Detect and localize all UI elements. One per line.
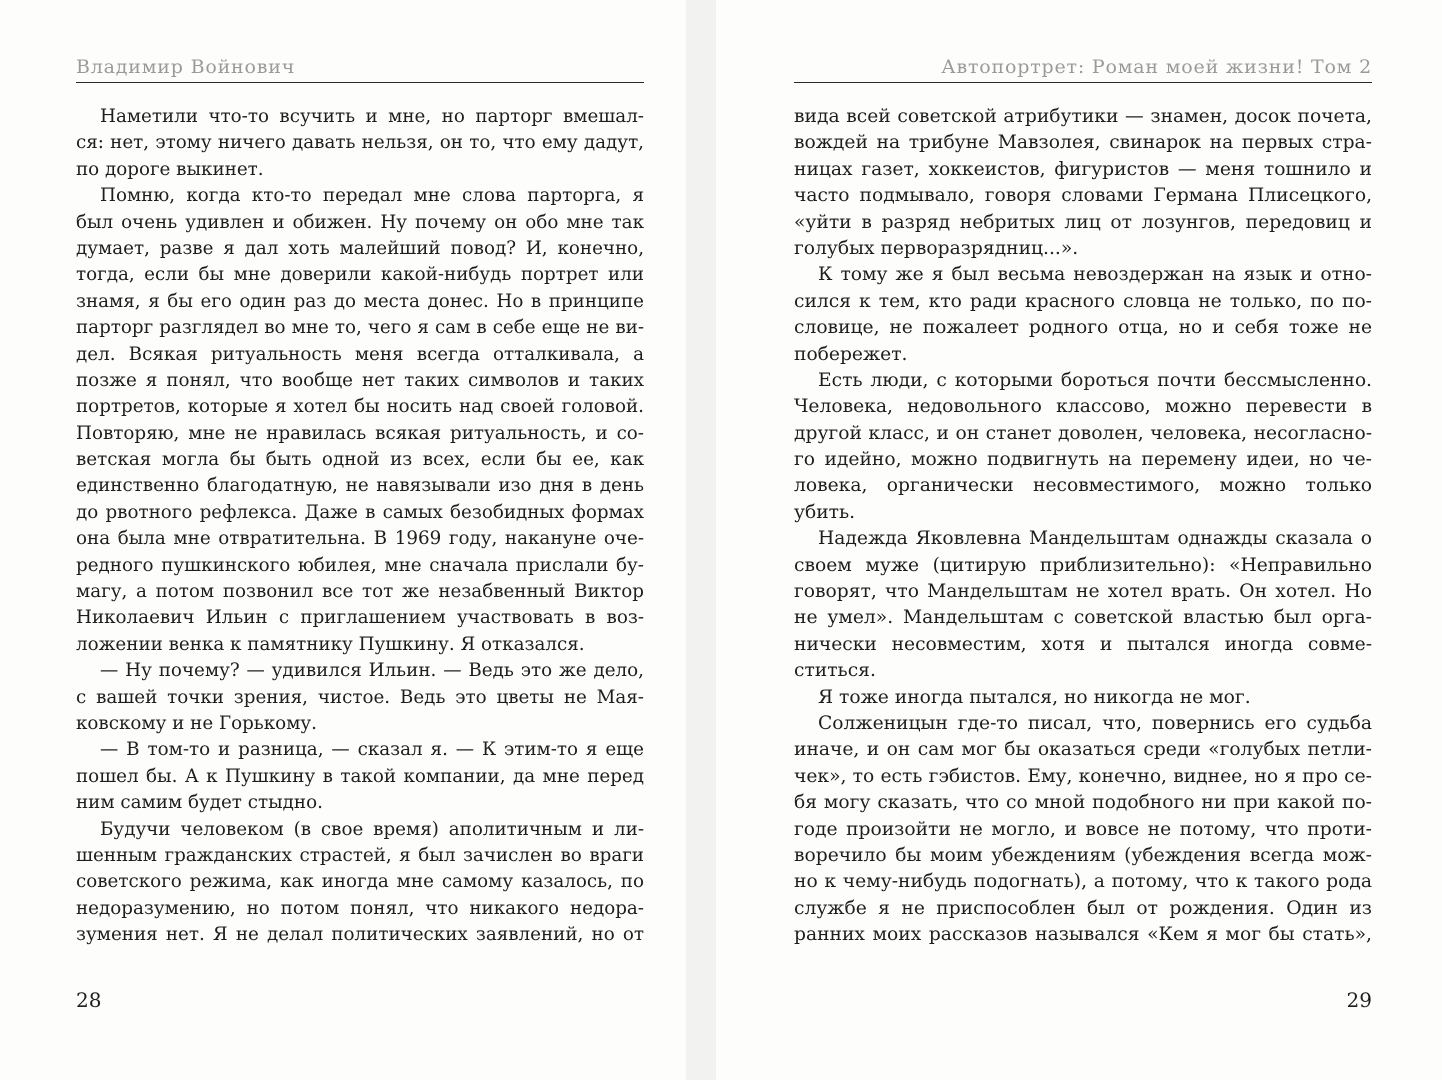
text-line: вида всей советской атрибутики — знамен, досок почета, [794, 106, 1372, 127]
text-line: портретов, которые я хотел бы носить над своей головой. [76, 396, 644, 418]
text-line: ницах газет, хоккеистов, фигуристов — меня тошнило и [794, 158, 1372, 180]
text-line: зумения нет. Я не делал политических заявлений, но от [76, 924, 644, 946]
text-line: вождей на трибуне Мавзолея, свинарок на первых стра- [794, 132, 1372, 154]
left-page [0, 0, 686, 1080]
text-line: был очень удивлен и обижен. Ну почему он обо мне так [76, 211, 644, 233]
text-line: другой класс, и он станет доволен, человека, несогласно- [794, 422, 1372, 444]
text-line: часто подмывало, говоря словами Германа Плисецкого, [794, 185, 1372, 207]
text-line: ститься. [794, 660, 876, 682]
text-line: Помню, когда кто-то передал мне слова парторга, я [100, 185, 644, 207]
text-line: магу, а потом позвонил все тот же незабвенный Виктор [76, 581, 644, 603]
text-line: К тому же я был весьма невоздержан на язык и отно- [818, 264, 1372, 286]
text-line: — Ну почему? — удивился Ильин. — Ведь это же дело, [100, 660, 644, 682]
text-line: думает, разве я дал хоть малейший повод? И, конечно, [76, 237, 644, 259]
text-line: парторг разглядел во мне то, чего я сам в себе еще не ви- [76, 317, 644, 339]
text-line: Солженицын где-то писал, что, повернись его судьба [818, 712, 1372, 734]
text-line: словице, не пожалеет родного отца, но и себя тоже не [794, 317, 1372, 339]
text-line: по дороге выкинет. [76, 158, 264, 180]
running-header-author: Владимир Войнович [76, 56, 296, 78]
text-line: голубых перворазрядниц...». [794, 237, 1079, 259]
page-number: 29 [1346, 988, 1372, 1012]
text-line: пошел бы. А к Пушкину в такой компании, да мне перед [76, 765, 644, 787]
text-line: ветская могла бы быть одной из всех, если бы ее, как [76, 449, 644, 471]
text-line: Человека, недовольного классово, можно перевести в [794, 396, 1372, 418]
text-line: советского режима, как иногда мне самому казалось, по [76, 871, 644, 893]
text-line: Будучи человеком (в свое время) аполитичным и ли- [100, 818, 644, 840]
text-line: позже я понял, что вообще нет таких символов и таких [76, 369, 644, 391]
text-line: но к чему-нибудь подогнать), а потому, что к такого рода [794, 871, 1372, 893]
text-line: своем муже (цитирую приблизительно): «Неправильно [794, 554, 1372, 576]
text-line: знамя, я бы его один раз до места донес. Но в принципе [76, 290, 644, 312]
text-line: редного пушкинского юбилея, мне сначала прислали бу- [76, 554, 644, 576]
text-line: говорят, что Мандельштам не хотел врать. Он хотел. Но [794, 581, 1372, 603]
book-gutter [686, 0, 716, 1080]
text-line: Повторяю, мне не нравилась всякая ритуальность, и со- [76, 422, 644, 444]
text-line: ним самим будет стыдно. [76, 792, 323, 814]
header-rule [794, 82, 1372, 83]
text-line: шенным гражданских страстей, я был зачислен во враги [76, 844, 644, 866]
text-line: Наметили что-то всучить и мне, но парторг вмешал- [100, 106, 644, 127]
header-rule [76, 82, 644, 83]
text-line: нически несовместим, хотя и пытался иногда совме- [794, 633, 1372, 655]
text-line: ранних моих рассказов назывался «Кем я мог бы стать», [794, 924, 1372, 946]
right-page [716, 0, 1442, 1080]
text-line: с вашей точки зрения, чистое. Ведь это цветы не Мая- [76, 686, 644, 708]
text-line: тогда, если бы мне доверили какой-нибудь портрет или [76, 264, 644, 286]
text-line: Есть люди, с которыми бороться почти бессмысленно. [818, 369, 1372, 391]
text-line: до рвотного рефлекса. Даже в самых безобидных формах [76, 501, 644, 523]
text-line: побережет. [794, 343, 908, 365]
text-line: она была мне отвратительна. В 1969 году, накануне оче- [76, 528, 644, 550]
running-header-title: Автопортрет: Роман моей жизни! Том 2 [941, 56, 1372, 78]
text-line: единственно благодатную, не навязывали изо дня в день [76, 475, 644, 497]
text-line: сился к тем, кто ради красного словца не только, по по- [794, 290, 1372, 312]
text-line: Я тоже иногда пытался, но никогда не мог. [818, 686, 1251, 708]
text-line: иначе, и он сам мог бы оказаться среди «голубых петли- [794, 739, 1372, 761]
text-line: не умел». Мандельштам с советской властью был орга- [794, 607, 1372, 629]
text-line: недоразумению, но потом понял, что никакого недора- [76, 897, 644, 919]
body-text [794, 104, 1372, 949]
text-line: Николаевич Ильин с приглашением участвовать в воз- [76, 607, 644, 629]
text-line: — В том-то и разница, — сказал я. — К этим-то я еще [100, 739, 644, 761]
text-line: чек», то есть гэбистов. Ему, конечно, виднее, но я про се- [794, 765, 1372, 787]
body-text [76, 104, 644, 949]
text-line: ложении венка к памятнику Пушкину. Я отказался. [76, 633, 585, 655]
text-line: го идейно, можно подвигнуть на перемену идеи, но че- [794, 449, 1372, 471]
text-line: ся: нет, этому ничего давать нельзя, он то, что ему дадут, [76, 132, 644, 154]
text-line: Надежда Яковлевна Мандельштам однажды сказала о [818, 528, 1372, 550]
text-line: ковскому и не Горькому. [76, 712, 317, 734]
page-number: 28 [76, 988, 102, 1012]
text-line: службе я не приспособлен был от рождения. Один из [794, 897, 1372, 919]
text-line: воречило бы моим убеждениям (убеждения всегда мож- [794, 844, 1372, 866]
text-line: бя могу сказать, что со мной подобного ни при какой по- [794, 792, 1372, 814]
text-line: убить. [794, 501, 856, 523]
text-line: «уйти в разряд небритых лиц от лозунгов, передовиц и [794, 211, 1372, 233]
text-line: ловека, органически несовместимого, можно только [794, 475, 1372, 497]
text-line: годе произойти не могло, и вовсе не потому, что проти- [794, 818, 1372, 840]
text-line: дел. Всякая ритуальность меня всегда отталкивала, а [76, 343, 644, 365]
